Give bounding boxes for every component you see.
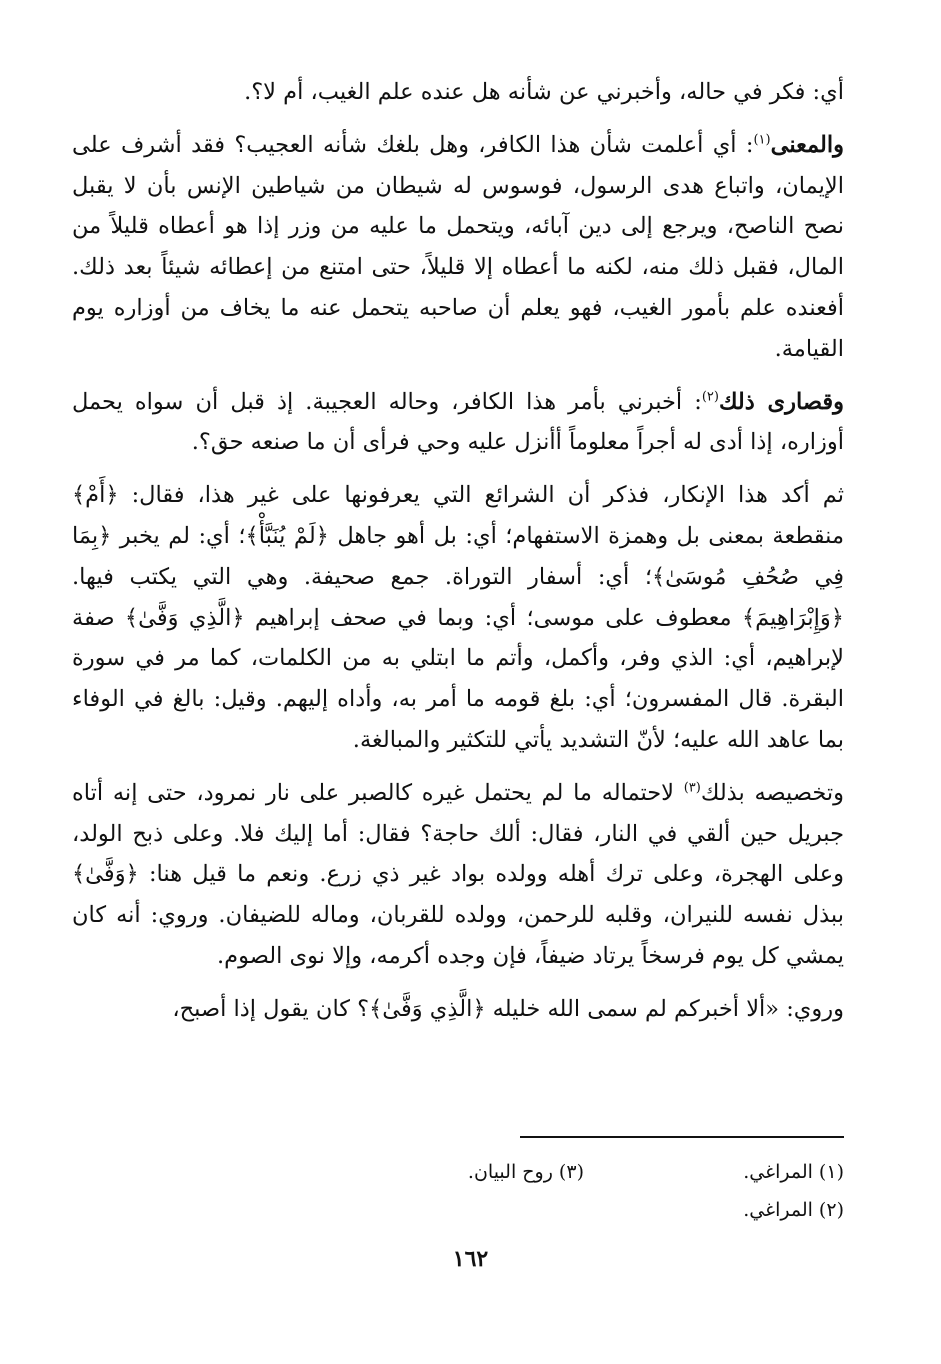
paragraph-text: لاحتماله ما لم يحتمل غيره كالصبر على نار نمرود، حتى إنه أتاه جبريل حين ألقي في النار، فقال: ألك حاجة؟ فقال: أما إليك فلا. وعلى ذبح الولد، وعلى الهجرة، وعلى ترك أهله وولده بواد غير ذي زرع. ونعم ما قيل هنا: ﴿وَفَّىٰ﴾ ببذل نفسه للنيران، وقلبه للرحمن، وولده للقربان، وماله للضيفان. وروي: أنه كان يمشي كل يوم فرسخاً يرتاد ضيفاً، فإن وجده أكرمه، وإلا نوى الصوم. <box>72 779 844 969</box>
paragraph-text: : أخبرني بأمر هذا الكافر، وحاله العجيبة. إذ قبل أن سواه يحمل أوزاره، إذا أدى له أجراً معلوماً أأنزل عليه وحي فرأى أن ما صنعه حق؟. <box>72 388 844 456</box>
paragraph-lead-term: والمعنى <box>770 131 844 158</box>
paragraph-lead-term: وقصارى ذلك <box>718 388 845 415</box>
footnote-ref-2: (٢) <box>701 389 719 405</box>
footnote-1: (١) المراغي. <box>743 1161 844 1183</box>
footnote-2: (٢) المراغي. <box>743 1199 844 1221</box>
paragraph-5 <box>72 773 844 977</box>
paragraph-2 <box>72 125 844 370</box>
footnote-3: (٣) روح البيان. <box>467 1161 584 1183</box>
paragraph-text: ثم أكد هذا الإنكار، فذكر أن الشرائع التي يعرفونها على غير هذا، فقال: ﴿أَمْ﴾ منقطعة بمعنى بل وهمزة الاستفهام؛ أي: بل أهو جاهل ﴿لَمْ يُنَبَّأْ﴾؛ أي: لم يخبر ﴿بِمَا فِي صُحُفِ مُوسَىٰ﴾؛ أي: أسفار التوراة. جمع صحيفة. وهي التي يكتب فيها. ﴿وَإِبْرَاهِيمَ﴾ معطوف على موسى؛ أي: وبما في صحف إبراهيم ﴿الَّذِي وَفَّىٰ﴾ صفة لإبراهيم، أي: الذي وفر، وأكمل، وأتم ما ابتلي به من الكلمات، كما مر في سورة البقرة. قال المفسرون؛ أي: بلغ قومه ما أمر به، وأداه إليهم. وقيل: بالغ في الوفاء بما عاهد الله عليه؛ لأنّ التشديد يأتي للتكثير والمبالغة. <box>72 482 844 753</box>
footnote-ref-3: (٣) <box>683 780 701 796</box>
paragraph-1 <box>72 72 844 113</box>
page-number: ١٦٢ <box>452 1246 489 1272</box>
paragraph-3 <box>72 382 844 464</box>
footnote-row <box>284 1191 844 1229</box>
paragraph-6 <box>72 989 844 1030</box>
paragraph-text: : أي أعلمت شأن هذا الكافر، وهل بلغك شأنه العجيب؟ فقد أشرف على الإيمان، واتباع هدى الرسول، فوسوس له شيطان من شياطين الإنس بأن لا يقبل نصح الناصح، ويرجع إلى دين آبائه، ويتحمل ما عليه من وزر إذا هو أعطاه قليلاً من المال، فقبل ذلك منه، لكنه ما أعطاه إلا قليلاً، حتى امتنع من إعطائه شيئاً بعد ذلك. أفعنده علم بأمور الغيب، فهو يعلم أن صاحبه يتحمل عنه ما يخاف من أوزاره يوم القيامة. <box>72 131 844 362</box>
paragraph-4 <box>72 475 844 761</box>
footnote-row <box>284 1153 844 1191</box>
footnote-ref-1: (١) <box>753 132 771 148</box>
paragraph-text: وروي: «ألا أخبركم لم سمى الله خليله ﴿الَّذِي وَفَّىٰ﴾؟ كان يقول إذا أصبح، <box>172 995 844 1022</box>
paragraph-text: أي: فكر في حاله، وأخبرني عن شأنه هل عنده علم الغيب، أم لا؟. <box>244 79 844 105</box>
footnote-divider <box>520 1136 844 1138</box>
paragraph-pre-text: وتخصيصه بذلك <box>700 779 844 806</box>
footnotes <box>284 1153 844 1229</box>
